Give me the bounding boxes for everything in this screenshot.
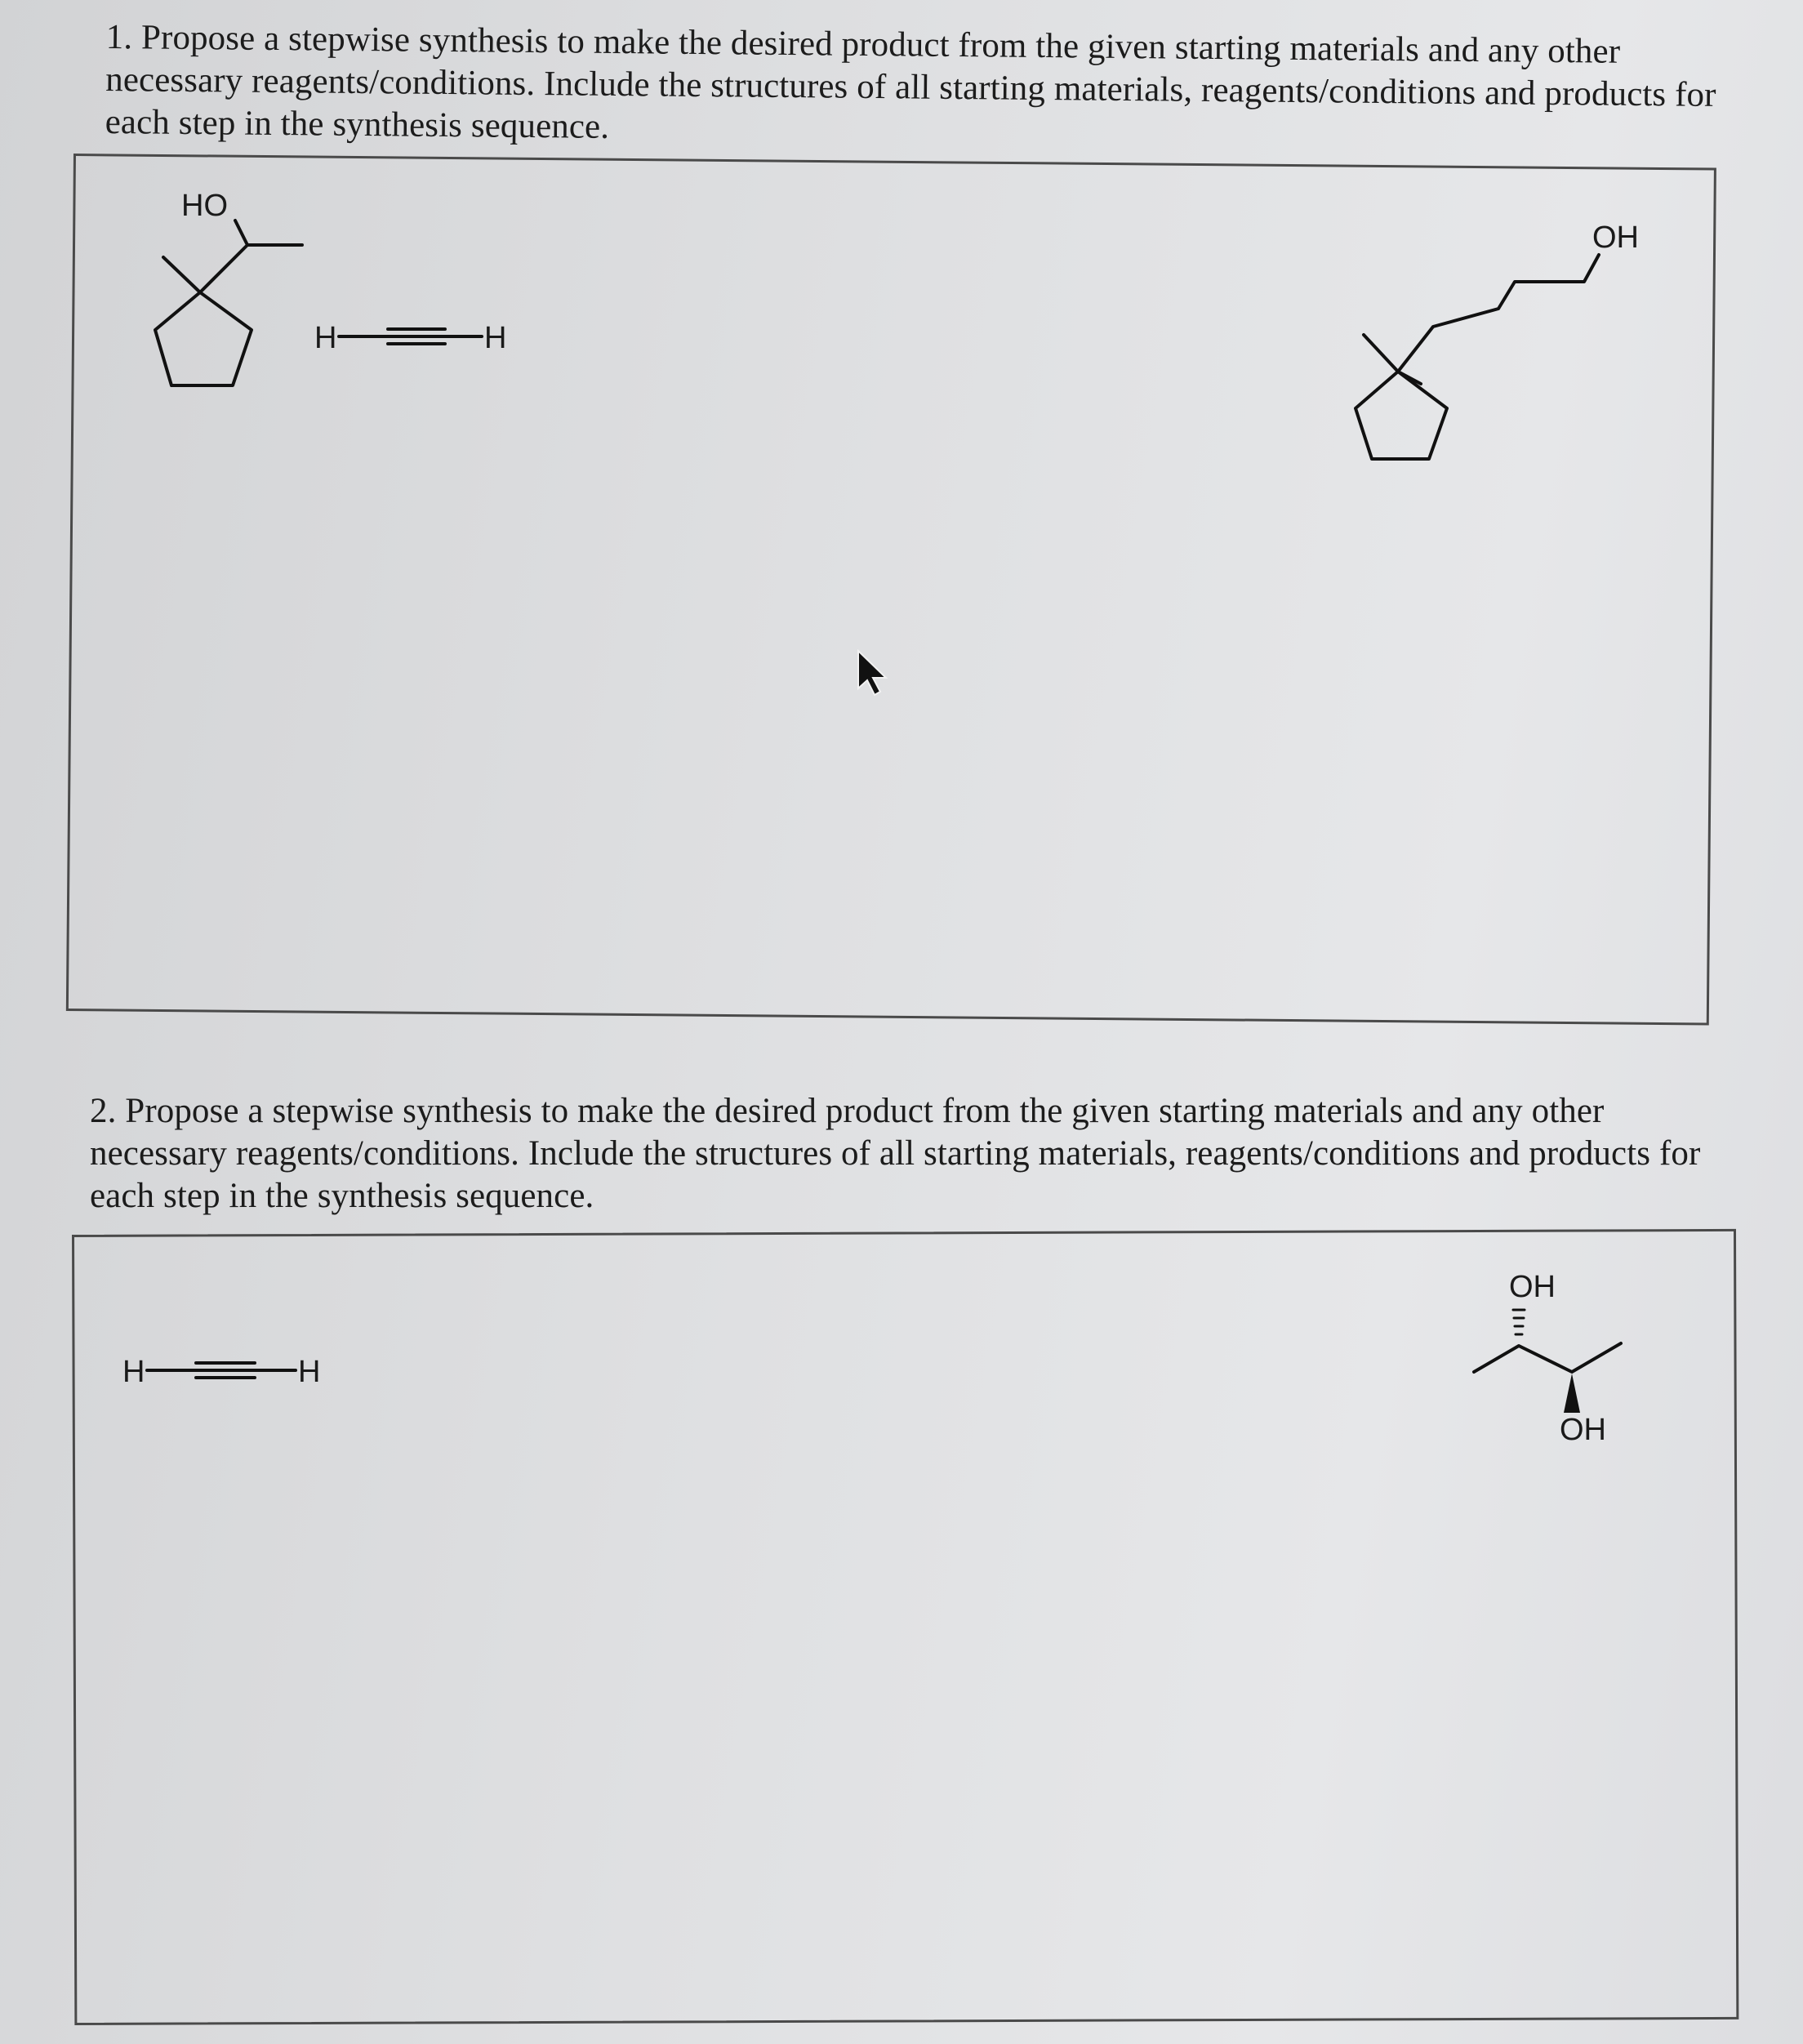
q2-target-product-diol — [1474, 1270, 1621, 1447]
q2-product-backbone — [1474, 1343, 1621, 1372]
q1-ho-label: HO — [181, 189, 228, 223]
q2-hashed-wedge — [1513, 1310, 1525, 1334]
cursor-arrow-svg — [853, 649, 894, 698]
q2-product-oh-bottom: OH — [1560, 1413, 1606, 1447]
q2-acetylene-h-right: H — [298, 1355, 321, 1389]
q1-product-oh-label: OH — [1592, 220, 1639, 255]
q2-acetylene-h-left: H — [122, 1355, 145, 1389]
question-1-text: 1. Propose a stepwise synthesis to make the desired product from the given starting materials and any other necessary reagents/conditions. Include the structures of all starting materials, reagents/conditions and products for each step in the synthesis sequence. — [105, 17, 1716, 146]
q2-solid-wedge — [1564, 1374, 1580, 1413]
q1-acetylene-h-right: H — [484, 321, 507, 355]
q2-starting-material-acetylene — [122, 1355, 320, 1389]
q1-acetylene-h-left: H — [314, 321, 337, 355]
q2-product-oh-top: OH — [1509, 1270, 1556, 1304]
mouse-pointer-arrow-icon — [853, 649, 894, 702]
question-2-text: 2. Propose a stepwise synthesis to make the desired product from the given starting materials and any other necessary reagents/conditions. Include the structures of all starting materials, reagents/conditions and products for each step in the synthesis sequence. — [90, 1092, 1701, 1215]
